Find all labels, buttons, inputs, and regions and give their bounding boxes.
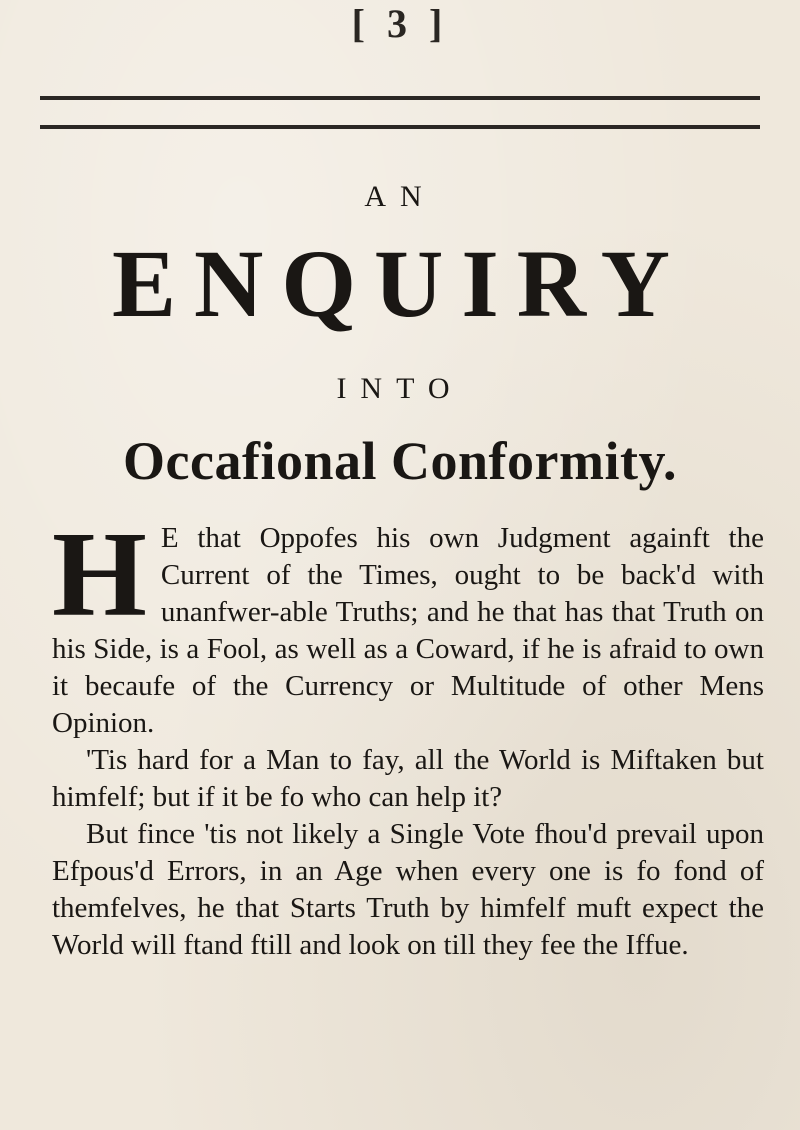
paragraph-3: But fince 'tis not likely a Single Vote fhou'd prevail upon Efpous'd Errors, in an Age when every one is fo fond of themfelves, he that Starts Truth by himfelf muft expect the World will ftand ftill and look on till they fee the Iffue. [52, 818, 764, 961]
title-line-subject: Occafional Conformity. [123, 431, 677, 491]
title-line-into: INTO [336, 372, 464, 405]
paragraph-1-text: E that Oppofes his own Judgment againft the Current of the Times, ought to be back'd with unanfwer-able Truths; and he that has that Truth on his Side, is a Fool, as well as a Coward, if he is afraid to own it becaufe of the Currency or Multitude of other Mens Opinion. [52, 522, 764, 739]
title-line-an: AN [364, 180, 436, 213]
header-rule-top [40, 96, 760, 100]
paragraph-1 [52, 507, 764, 742]
body-text [52, 507, 764, 964]
paragraph-2: 'Tis hard for a Man to fay, all the World is Miftaken but himfelf; but if it be fo who can help it? [52, 744, 764, 813]
title-line-enquiry: ENQUIRY [112, 230, 688, 337]
page-number: [ 3 ] [351, 1, 449, 46]
header-rule-bottom [40, 125, 760, 129]
drop-cap: H [52, 507, 147, 642]
